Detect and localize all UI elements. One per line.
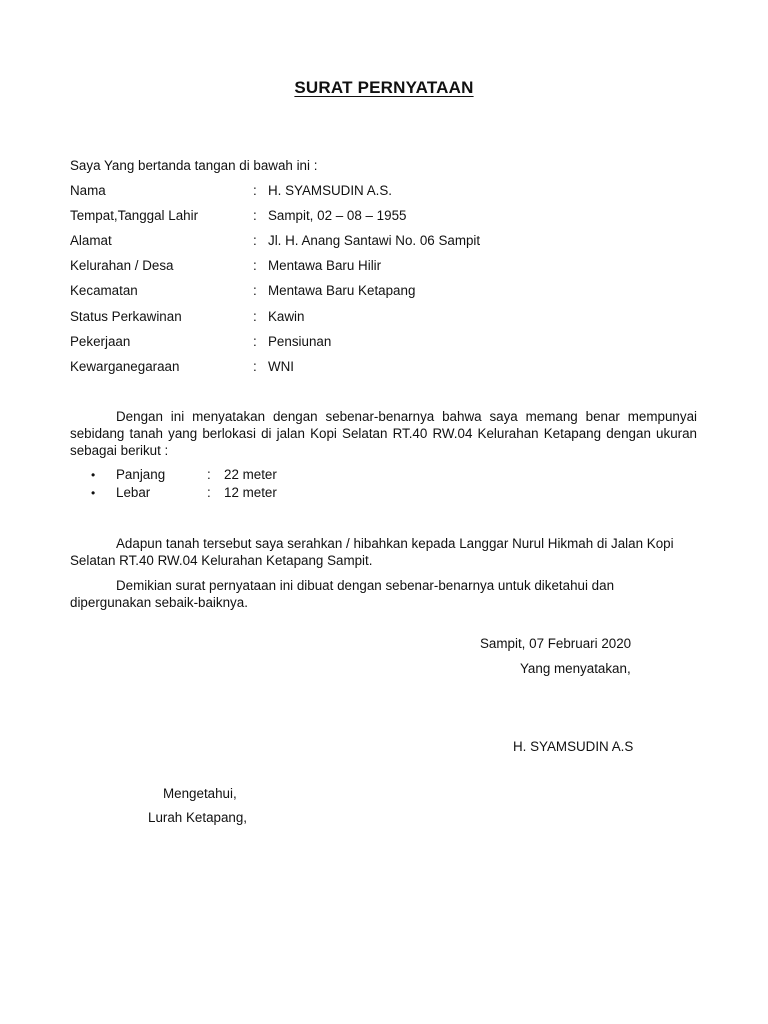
field-label: Tempat,Tanggal Lahir (70, 208, 199, 223)
field-value: H. SYAMSUDIN A.S. (268, 183, 393, 198)
field-value: Mentawa Baru Ketapang (268, 283, 416, 298)
field-colon: : (253, 309, 257, 324)
field-colon: : (253, 359, 257, 374)
field-label: Kelurahan / Desa (70, 258, 174, 273)
place-date: Sampit, 07 Februari 2020 (480, 636, 632, 651)
field-colon: : (253, 208, 257, 223)
field-label: Kewarganegaraan (70, 359, 180, 374)
field-colon: : (253, 258, 257, 273)
bullet-icon: • (91, 468, 96, 482)
field-value: Mentawa Baru Hilir (268, 258, 382, 273)
handover-text: Adapun tanah tersebut saya serahkan / hibahkan kepada Langgar Nurul Hikmah di Jalan Kopi Selatan RT.40 RW.04 Kelurahan Ketapang Sampit. (70, 536, 674, 568)
official-title: Lurah Ketapang, (148, 810, 248, 825)
field-value: WNI (268, 359, 295, 374)
dimension-value: 12 meter (224, 485, 277, 500)
statement-text: Dengan ini menyatakan dengan sebenar-benarnya bahwa saya memang benar mempunyai sebidang tanah yang berlokasi di jalan Kopi Selatan RT.40 RW.04 Kelurahan Ketapang dengan ukuran sebagai berikut : (70, 409, 697, 458)
field-colon: : (253, 283, 257, 298)
field-label: Nama (70, 183, 106, 198)
dimension-value: 22 meter (224, 467, 277, 482)
field-value: Sampit, 02 – 08 – 1955 (268, 208, 407, 223)
dimension-name: Panjang (116, 467, 166, 482)
declarant-label: Yang menyatakan, (520, 661, 631, 676)
dimension-name: Lebar (116, 485, 151, 500)
closing-paragraph (70, 577, 680, 611)
acknowledged-label: Mengetahui, (163, 786, 237, 801)
dimension-colon: : (207, 485, 211, 500)
field-colon: : (253, 183, 257, 198)
field-value: Kawin (268, 309, 305, 324)
field-label: Kecamatan (70, 283, 138, 298)
field-value: Pensiunan (268, 334, 332, 349)
signer-name: H. SYAMSUDIN A.S (513, 739, 634, 754)
intro-line: Saya Yang bertanda tangan di bawah ini : (70, 158, 318, 173)
closing-text: Demikian surat pernyataan ini dibuat dengan sebenar-benarnya untuk diketahui dan dipergunakan sebaik-baiknya. (70, 578, 615, 610)
field-label: Alamat (70, 233, 112, 248)
dimension-colon: : (207, 467, 211, 482)
field-label: Pekerjaan (70, 334, 131, 349)
field-label: Status Perkawinan (70, 309, 182, 324)
handover-paragraph (70, 535, 680, 569)
field-colon: : (253, 233, 257, 248)
document-title: SURAT PERNYATAAN (294, 78, 474, 97)
field-colon: : (253, 334, 257, 349)
bullet-icon: • (91, 486, 96, 500)
field-value: Jl. H. Anang Santawi No. 06 Sampit (268, 233, 481, 248)
statement-paragraph (70, 408, 697, 459)
